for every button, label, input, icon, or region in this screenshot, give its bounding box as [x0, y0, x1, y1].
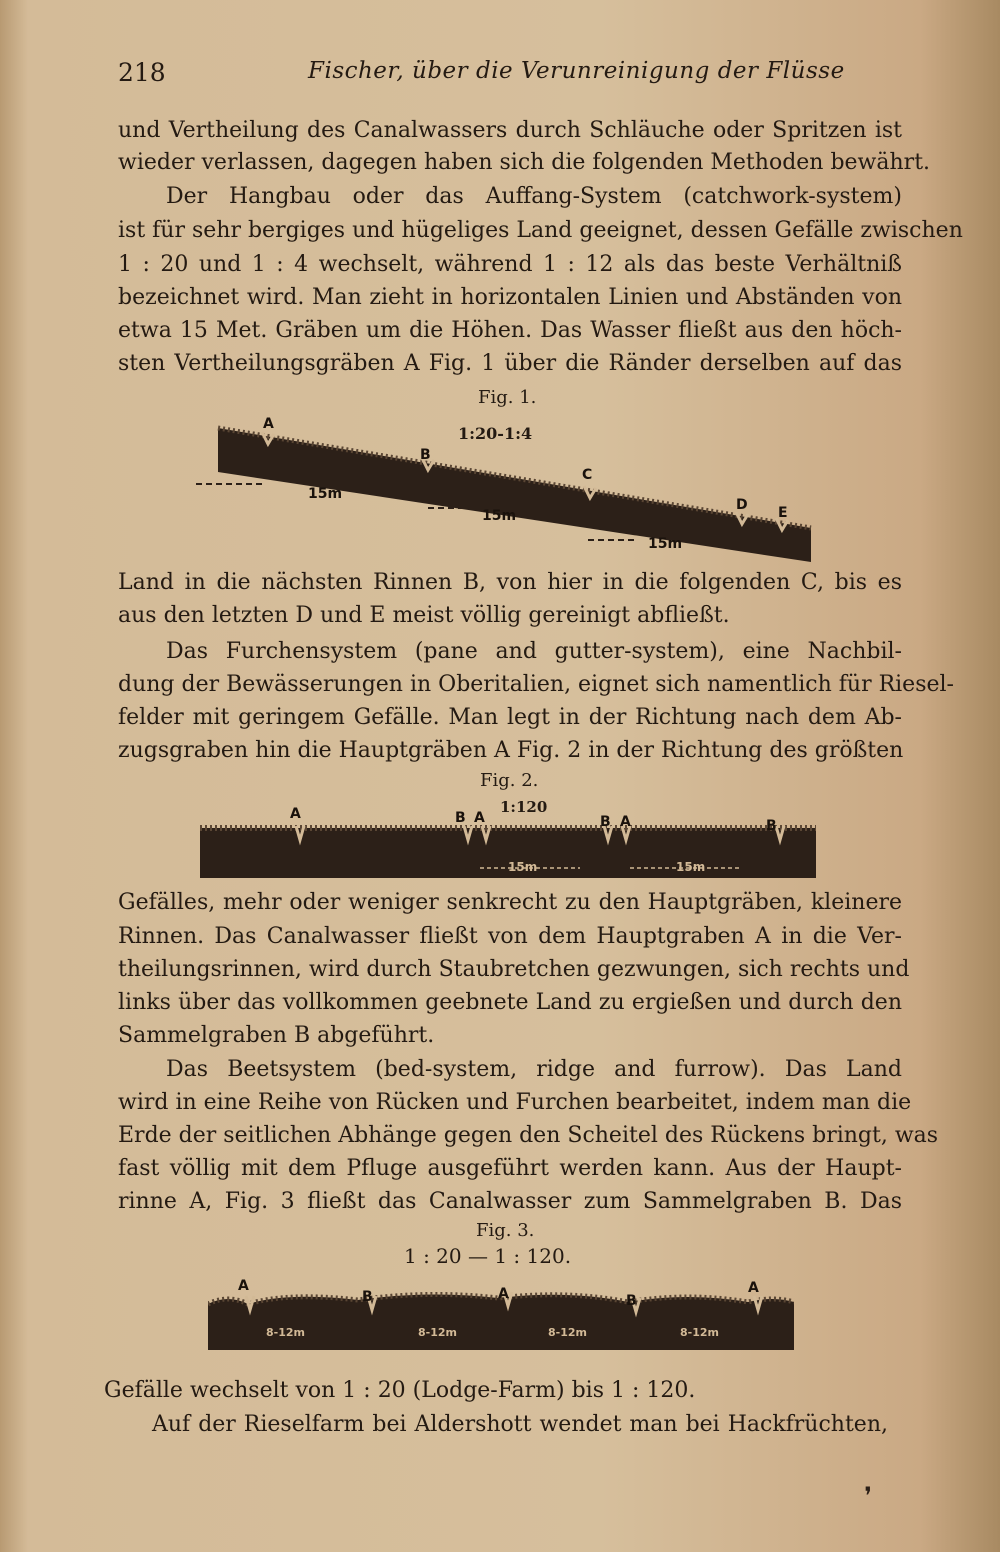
figure-1-label-b: B [420, 447, 431, 463]
figure-3-label-b: B [626, 1293, 637, 1309]
figure-2-caption: Fig. 2. [480, 770, 539, 791]
text-line: etwa 15 Met. Gräben um die Höhen. Das Wasser fließt aus den höch- [118, 318, 902, 343]
figure-1-label-c: C [582, 467, 593, 483]
running-title: Fischer, über die Verunreinigung der Flüsse [308, 58, 845, 84]
figure-3-bed-width: 8-12m [266, 1326, 305, 1339]
figure-3-bed-width: 8-12m [548, 1326, 587, 1339]
figure-1-label-d: D [736, 497, 748, 513]
figure-1-distance: 15m [308, 486, 343, 502]
text-line: sten Vertheilungsgräben A Fig. 1 über die Ränder derselben auf das [118, 351, 902, 376]
text-line: Erde der seitlichen Abhänge gegen den Scheitel des Rückens bringt, was [118, 1123, 939, 1148]
figure-1-distance: 15m [482, 508, 517, 524]
text-line: und Vertheilung des Canalwassers durch Schläuche oder Spritzen ist [118, 118, 902, 143]
text-line: theilungsrinnen, wird durch Staubretchen gezwungen, sich rechts und [118, 957, 910, 982]
page-number: 218 [118, 58, 166, 87]
text-line: rinne A, Fig. 3 fließt das Canalwasser zum Sammelgraben B. Das [118, 1189, 902, 1214]
figure-3-bed-width: 8-12m [680, 1326, 719, 1339]
figure-3-label-b: B [362, 1289, 373, 1305]
figure-3-caption: Fig. 3. [476, 1220, 535, 1241]
text-line: wieder verlassen, dagegen haben sich die folgenden Methoden bewährt. [118, 150, 931, 175]
text-line: Auf der Rieselfarm bei Aldershott wendet man bei Hackfrüchten, [152, 1412, 888, 1437]
page-header [118, 58, 918, 98]
figure-3-bed-width: 8-12m [418, 1326, 457, 1339]
text-line: bezeichnet wird. Man zieht in horizontalen Linien und Abständen von [118, 285, 902, 310]
text-line: ist für sehr bergiges und hügeliges Land geeignet, dessen Gefälle zwischen [118, 218, 963, 243]
text-line: felder mit geringem Gefälle. Man legt in der Richtung nach dem Ab- [118, 705, 902, 730]
figure-3-label-a: A [748, 1280, 759, 1296]
text-line: Gefälles, mehr oder weniger senkrecht zu den Hauptgräben, kleinere [118, 890, 902, 915]
text-line: links über das vollkommen geebnete Land zu ergießen und durch den [118, 990, 902, 1015]
text-line: Rinnen. Das Canalwasser fließt von dem Hauptgraben A in die Ver- [118, 924, 902, 949]
figure-1-label-e: E [778, 505, 788, 521]
figure-2-distance: 15m [676, 860, 706, 874]
text-line: Gefälle wechselt von 1 : 20 (Lodge-Farm) bis 1 : 120. [104, 1378, 696, 1403]
ink-mark: ❜ [864, 1482, 872, 1510]
text-line: zugsgraben hin die Hauptgräben A Fig. 2 in der Richtung des größten [118, 738, 904, 763]
figure-1-distance: 15m [648, 536, 683, 552]
figure-2-distance: 15m [508, 860, 538, 874]
figure-3-ratio: 1 : 20 — 1 : 120. [404, 1244, 572, 1268]
figure-2-label-a: A [474, 810, 485, 826]
text-line: Sammelgraben B abgeführt. [118, 1023, 435, 1048]
text-line: wird in eine Reihe von Rücken und Furchen bearbeitet, indem man die [118, 1090, 912, 1115]
figure-2-label-b: B [766, 818, 777, 834]
figure-1-caption: Fig. 1. [478, 387, 537, 408]
figure-2-label-a: A [290, 806, 301, 822]
text-line: Das Furchensystem (pane and gutter-system), eine Nachbil- [166, 639, 902, 664]
figure-2-label-a: A [620, 814, 631, 830]
text-line: dung der Bewässerungen in Oberitalien, eignet sich namentlich für Riesel- [118, 672, 954, 697]
text-line: Land in die nächsten Rinnen B, von hier in die folgenden C, bis es [118, 570, 902, 595]
text-line: aus den letzten D und E meist völlig gereinigt abfließt. [118, 603, 730, 628]
figure-1-label-a: A [263, 416, 274, 432]
figure-2-label-b: B [455, 810, 466, 826]
figure-3-label-a: A [238, 1278, 249, 1294]
text-line: fast völlig mit dem Pfluge ausgeführt werden kann. Aus der Haupt- [118, 1156, 902, 1181]
figure-2-ratio: 1:120 [500, 798, 548, 816]
text-line: 1 : 20 und 1 : 4 wechselt, während 1 : 12 als das beste Verhältniß [118, 252, 902, 277]
figure-1-slope-diagram [196, 410, 820, 566]
text-line: Der Hangbau oder das Auffang-System (catchwork-system) [166, 184, 902, 209]
figure-2-label-b: B [600, 814, 611, 830]
text-line: Das Beetsystem (bed-system, ridge and furrow). Das Land [166, 1057, 902, 1082]
figure-3-label-a: A [498, 1286, 509, 1302]
figure-1-ratio: 1:20-1:4 [458, 424, 533, 443]
